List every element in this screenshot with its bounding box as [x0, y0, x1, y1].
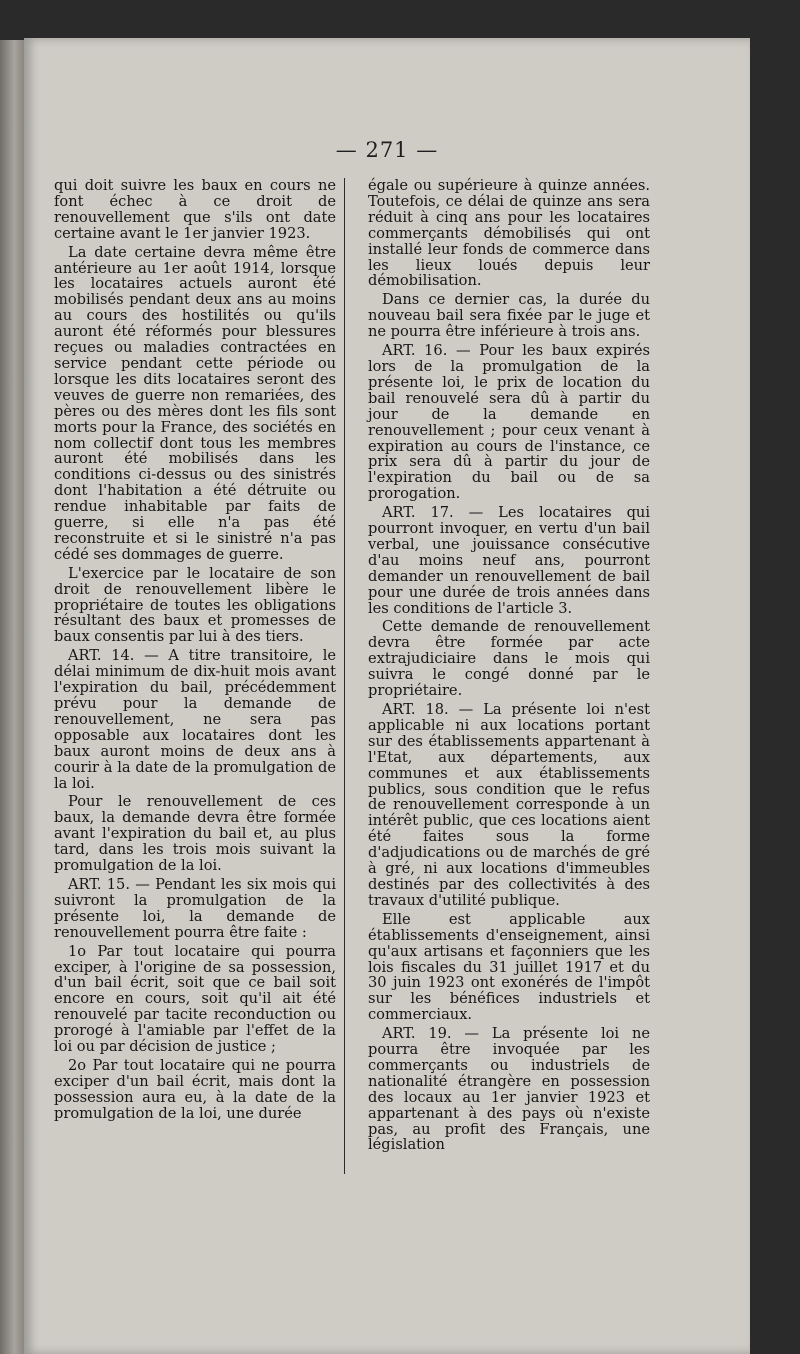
paragraph: Elle est applicable aux établissements d'enseignement, ainsi qu'aux artisans et façonniers que les lois fiscales du 31 juillet 1917 et du 30 juin 1923 ont exonérés de l'impôt sur les bénéfices industriels et commerciaux.: [368, 910, 650, 1024]
paragraph: égale ou supérieure à quinze années. Toutefois, ce délai de quinze ans sera réduit à cinq ans pour les locataires commerçants démobilisés qui ont installé leur fonds de commerce dans les lieux loués depuis leur démobilisation.: [368, 177, 650, 290]
left-column: [54, 178, 336, 1125]
paragraph: Dans ce dernier cas, la durée du nouveau bail sera fixée par le juge et ne pourra être inférieure à trois ans.: [368, 291, 650, 341]
paragraph: La date certaine devra même être antérieure au 1er août 1914, lorsque les locataires actuels auront été mobilisés pendant deux ans au moins au cours des hostilités ou qu'ils auront été réformés pour blessures reçues ou maladies contractées en service pendant cette période ou lorsque les dits locataires seront des veuves de guerre non remariées, des pères ou des mères dont les fils sont morts pour la France, des sociétés en nom collectif dont tous les membres auront été mobilisés dans les conditions ci-dessus ou des sinistrés dont l'habitation a été détruite ou rendue inhabitable par faits de guerre, si elle n'a pas été reconstruite et si le sinistré n'a pas cédé ses dommages de guerre.: [54, 243, 336, 563]
paragraph: qui doit suivre les baux en cours ne font échec à ce droit de renouvellement que s'ils ont date certaine avant le 1er janvier 1923.: [54, 177, 336, 242]
paragraph: L'exercice par le locataire de son droit de renouvellement libère le propriétaire de toutes les obligations résultant des baux et promesses de baux consentis par lui à des tiers.: [54, 564, 336, 646]
right-column: [368, 178, 650, 1156]
document-page: [24, 38, 750, 1354]
paragraph: Cette demande de renouvellement devra être formée par acte extrajudiciaire dans le mois qui suivra le congé donné par le propriétaire.: [368, 618, 650, 700]
article-16: ART. 16. — Pour les baux expirés lors de la promulgation de la présente loi, le prix de location du bail renouvelé sera dû à partir du jour de la demande en renouvellement ; pour ceux venant à expiration au cours de l'instance, ce prix sera dû à partir du jour de l'expiration du bail ou de sa prorogation.: [368, 342, 650, 503]
article-17: ART. 17. — Les locataires qui pourront invoquer, en vertu d'un bail verbal, une jouissance consécutive d'au moins neuf ans, pourront demander un renouvellement de bail pour une durée de trois années dans les conditions de l'article 3.: [368, 504, 650, 617]
adjacent-page-edge: [0, 40, 24, 1354]
article-18: ART. 18. — La présente loi n'est applicable ni aux locations portant sur des établissements appartenant à l'Etat, aux départements, aux communes et aux établissements publics, sous condition que le refus de renouvellement corresponde à un intérêt public, que ces locations aient été faites sous la forme d'adjudications ou de marchés de gré à gré, ni aux locations d'immeubles destinés par des collectivités à des travaux d'utilité publique.: [368, 701, 650, 909]
paragraph: Pour le renouvellement de ces baux, la demande devra être formée avant l'expiration du bail et, au plus tard, dans les trois mois suivant la promulgation de la loi.: [54, 793, 336, 875]
paragraph: 2o Par tout locataire qui ne pourra exciper d'un bail écrit, mais dont la possession aura eu, à la date de la promulgation de la loi, une durée: [54, 1056, 336, 1122]
article-19: ART. 19. — La présente loi ne pourra être invoquée par les commerçants ou industriels de nationalité étrangère en possession des locaux au 1er janvier 1923 et appartenant à des pays où n'existe pas, au profit des Français, une législation: [368, 1025, 650, 1154]
column-divider: [344, 178, 345, 1174]
page-number: — 271 —: [335, 138, 439, 162]
paragraph: 1o Par tout locataire qui pourra exciper, à l'origine de sa possession, d'un bail écrit, soit que ce bail soit encore en cours, soit qu'il ait été renouvelé par tacite reconduction ou prorogé à l'amiable par l'effet de la loi ou par décision de justice ;: [54, 942, 336, 1056]
article-15: ART. 15. — Pendant les six mois qui suivront la promulgation de la présente loi, la demande de renouvellement pourra être faite :: [54, 875, 336, 941]
article-14: ART. 14. — A titre transitoire, le délai minimum de dix-huit mois avant l'expiration du bail, précédemment prévu pour la demande de renouvellement, ne sera pas opposable aux locataires dont les baux auront moins de deux ans à courir à la date de la promulgation de la loi.: [54, 647, 336, 792]
